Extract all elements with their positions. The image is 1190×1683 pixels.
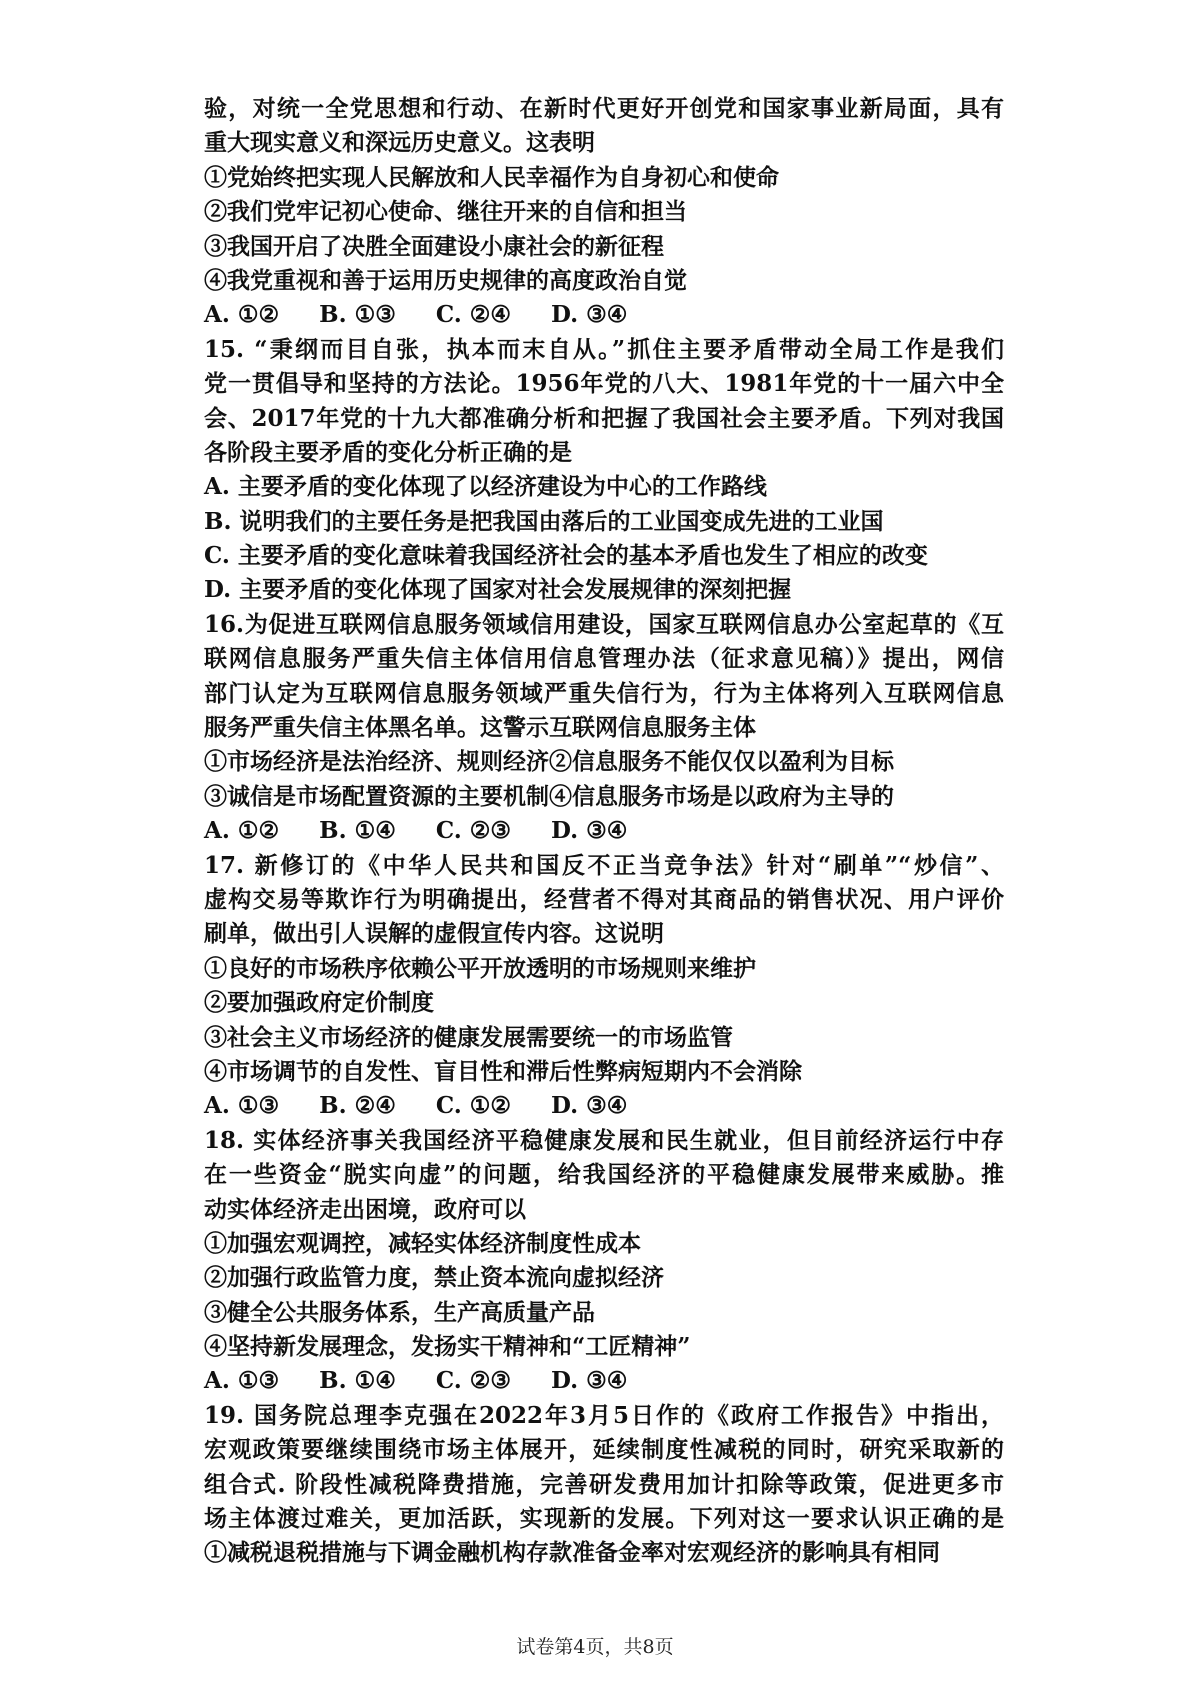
q18-stem: 动实体经济走出困境，政府可以 — [204, 1195, 526, 1223]
q17-item: ③社会主义市场经济的健康发展需要统一的市场监管 — [204, 1023, 733, 1051]
q17-options — [204, 1089, 1004, 1123]
q16-stem: 服务严重失信主体黑名单。这警示互联网信息服务主体 — [204, 714, 756, 742]
q18-options — [204, 1364, 1004, 1398]
q15-choice-d: D. 主要矛盾的变化体现了国家对社会发展规律的深刻把握 — [204, 576, 792, 604]
option-b: B. ①④ — [319, 817, 396, 845]
q16-options — [204, 814, 1004, 848]
intro-line: 验，对统一全党思想和行动、在新时代更好开创党和国家事业新局面，具有 — [204, 95, 1004, 122]
q19-item: ①减税退税措施与下调金融机构存款准备金率对宏观经济的影响具有相同 — [204, 1539, 940, 1567]
option-c: C. ②③ — [435, 817, 511, 845]
option-b: B. ①④ — [319, 1367, 396, 1395]
q19-stem: 场主体渡过难关，更加活跃，实现新的发展。下列对这一要求认识正确的是 — [204, 1505, 1004, 1533]
option-c: C. ②③ — [435, 1367, 511, 1395]
q14-item: ④我党重视和善于运用历史规律的高度政治自觉 — [204, 266, 687, 294]
q19-stem: 组合式. 阶段性减税降费措施，完善研发费用加计扣除等政策，促进更多市 — [204, 1470, 1004, 1498]
q18-item: ④坚持新发展理念，发扬实干精神和“工匠精神” — [204, 1333, 691, 1361]
q16-item: ①市场经济是法治经济、规则经济②信息服务不能仅仅以盈利为目标 — [204, 748, 894, 776]
option-c: C. ①② — [435, 1092, 511, 1120]
q17-item: ②要加强政府定价制度 — [204, 989, 434, 1017]
q16-stem: 联网信息服务严重失信主体信用信息管理办法（征求意见稿）》提出，网信 — [204, 645, 1004, 673]
q14-options — [204, 298, 1004, 332]
option-d: D. ③④ — [551, 1092, 628, 1120]
option-a: A. ①② — [204, 301, 280, 329]
option-a: A. ①② — [204, 817, 280, 845]
q17-item: ①良好的市场秩序依赖公平开放透明的市场规则来维护 — [204, 954, 756, 982]
page-content — [204, 92, 1004, 1571]
q16-stem: 16.为促进互联网信息服务领域信用建设，国家互联网信息办公室起草的《互 — [204, 610, 1004, 638]
q15-stem: 各阶段主要矛盾的变化分析正确的是 — [204, 438, 572, 466]
option-b: B. ①③ — [319, 301, 396, 329]
q17-stem: 虚构交易等欺诈行为明确提出，经营者不得对其商品的销售状况、用户评价 — [204, 885, 1004, 913]
q14-item: ①党始终把实现人民解放和人民幸福作为自身初心和使命 — [204, 163, 779, 191]
q15-stem: 15. “秉纲而目自张，执本而末自从。”抓住主要矛盾带动全局工作是我们 — [204, 335, 1004, 363]
q18-stem: 在一些资金“脱实向虚”的问题，给我国经济的平稳健康发展带来威胁。推 — [204, 1161, 1004, 1189]
q16-item: ③诚信是市场配置资源的主要机制④信息服务市场是以政府为主导的 — [204, 782, 894, 810]
q16-stem: 部门认定为互联网信息服务领域严重失信行为，行为主体将列入互联网信息 — [204, 679, 1004, 707]
q15-choice-c: C. 主要矛盾的变化意味着我国经济社会的基本矛盾也发生了相应的改变 — [204, 542, 928, 570]
q15-choice-b: B. 说明我们的主要任务是把我国由落后的工业国变成先进的工业国 — [204, 507, 884, 535]
q15-stem: 会、2017年党的十九大都准确分析和把握了我国社会主要矛盾。下列对我国 — [204, 404, 1004, 432]
page-footer: 试卷第4页，共8页 — [516, 1636, 674, 1658]
q18-item: ③健全公共服务体系，生产高质量产品 — [204, 1298, 595, 1326]
option-b: B. ②④ — [319, 1092, 396, 1120]
option-d: D. ③④ — [551, 301, 628, 329]
q15-stem: 党一贯倡导和坚持的方法论。1956年党的八大、1981年党的十一届六中全 — [204, 370, 1004, 398]
q14-item: ③我国开启了决胜全面建设小康社会的新征程 — [204, 232, 664, 260]
q18-item: ②加强行政监管力度，禁止资本流向虚拟经济 — [204, 1264, 664, 1292]
intro-line: 重大现实意义和深远历史意义。这表明 — [204, 129, 595, 157]
q19-stem: 宏观政策要继续围绕市场主体展开，延续制度性减税的同时，研究采取新的 — [204, 1436, 1004, 1464]
q17-stem: 刷单，做出引人误解的虚假宣传内容。这说明 — [204, 920, 664, 948]
q18-stem: 18. 实体经济事关我国经济平稳健康发展和民生就业，但目前经济运行中存 — [204, 1126, 1004, 1154]
q17-stem: 17. 新修订的《中华人民共和国反不正当竞争法》针对“刷单”“炒信”、 — [204, 851, 1004, 879]
option-c: C. ②④ — [435, 301, 511, 329]
q15-choice-a: A. 主要矛盾的变化体现了以经济建设为中心的工作路线 — [204, 473, 767, 501]
option-a: A. ①③ — [204, 1092, 280, 1120]
q14-item: ②我们党牢记初心使命、继往开来的自信和担当 — [204, 198, 687, 226]
q19-stem: 19. 国务院总理李克强在2022年3月5日作的《政府工作报告》中指出， — [204, 1401, 1004, 1429]
option-a: A. ①③ — [204, 1367, 280, 1395]
option-d: D. ③④ — [551, 817, 628, 845]
q17-item: ④市场调节的自发性、盲目性和滞后性弊病短期内不会消除 — [204, 1057, 802, 1085]
option-d: D. ③④ — [551, 1367, 628, 1395]
q18-item: ①加强宏观调控，减轻实体经济制度性成本 — [204, 1229, 641, 1257]
